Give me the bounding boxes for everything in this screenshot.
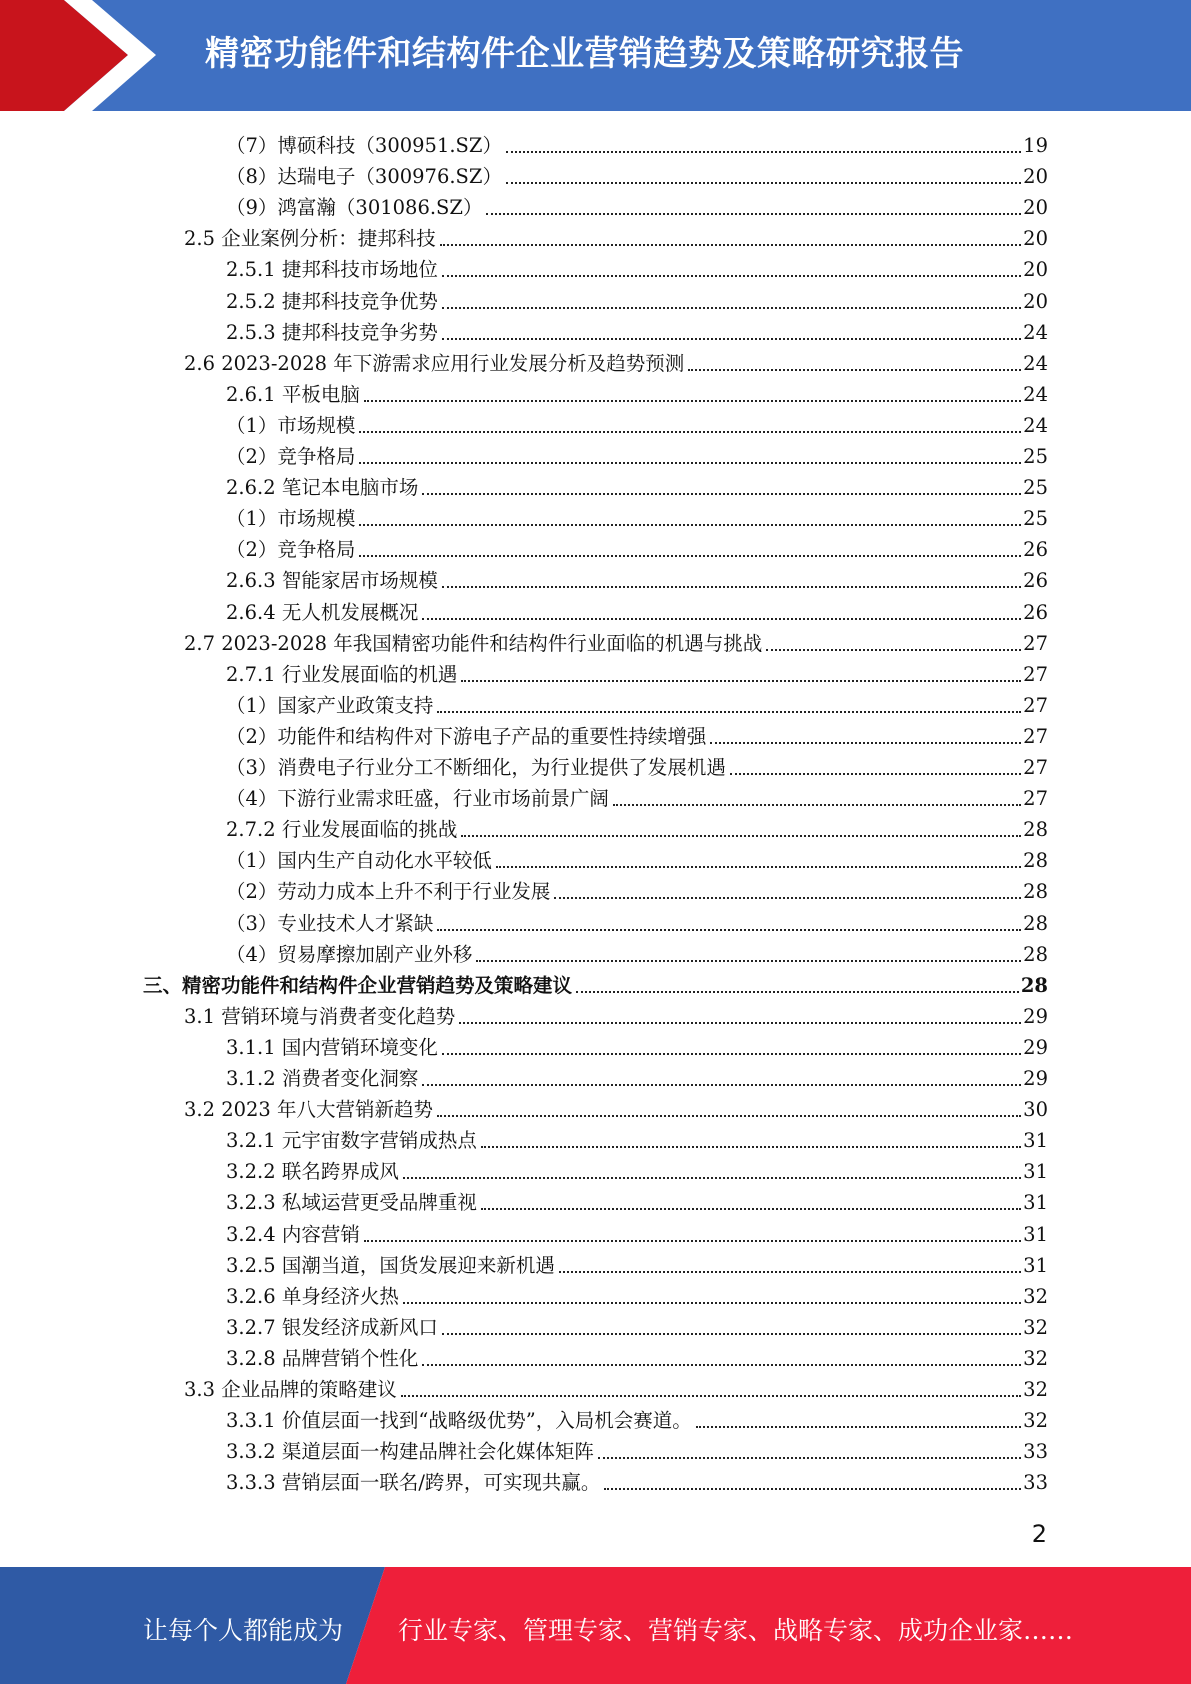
toc-dot-leader: [481, 1145, 1021, 1148]
toc-dot-leader: [401, 1394, 1021, 1397]
toc-dot-leader: [442, 306, 1021, 309]
toc-entry-page: 27: [1023, 662, 1048, 686]
toc-entry-page: 28: [1023, 849, 1048, 873]
toc-dot-leader: [442, 337, 1021, 340]
toc-entry-label: （9）鸿富瀚（301086.SZ）: [226, 196, 483, 220]
toc-entry-page: 27: [1023, 756, 1048, 779]
toc-dot-leader: [403, 1301, 1021, 1304]
toc-dot-leader: [766, 648, 1021, 651]
toc-entry[interactable]: [226, 1434, 1048, 1465]
toc-dot-leader: [604, 1487, 1021, 1490]
toc-entry[interactable]: [226, 1123, 1048, 1154]
toc-entry-label: 3.3.1 价值层面一找到“战略级优势”，入局机会赛道。: [226, 1409, 692, 1433]
toc-entry-page: 20: [1023, 258, 1048, 282]
toc-dot-leader: [422, 617, 1021, 620]
toc-entry[interactable]: [226, 532, 1048, 563]
toc-entry-label: 3.2.8 品牌营销个性化: [226, 1346, 419, 1370]
toc-entry[interactable]: [226, 937, 1048, 968]
toc-entry-page: 20: [1023, 165, 1048, 189]
toc-entry[interactable]: [226, 315, 1048, 346]
toc-entry-page: 31: [1023, 1160, 1048, 1184]
toc-entry-label: 2.5 企业案例分析：捷邦科技: [184, 227, 436, 251]
toc-entry-label: （2）竞争格局: [226, 538, 356, 562]
toc-entry[interactable]: [226, 128, 1048, 159]
toc-entry[interactable]: [226, 1154, 1048, 1185]
toc-dot-leader: [486, 212, 1021, 215]
toc-entry-page: 20: [1023, 196, 1048, 220]
toc-entry-label: 3.3.3 营销层面一联名/跨界，可实现共赢。: [226, 1471, 601, 1495]
toc-dot-leader: [442, 1332, 1021, 1335]
toc-entry-page: 24: [1023, 320, 1048, 344]
toc-entry-label: 3.3 企业品牌的策略建议: [184, 1378, 397, 1401]
toc-entry-page: 24: [1023, 413, 1048, 437]
toc-entry-label: 3.1 营销环境与消费者变化趋势: [184, 1004, 456, 1028]
toc-entry[interactable]: [226, 284, 1048, 315]
toc-entry-page: 31: [1023, 1253, 1048, 1277]
toc-entry-page: 31: [1023, 1129, 1048, 1153]
toc-entry-page: 28: [1023, 818, 1048, 842]
toc-entry-label: 2.7.2 行业发展面临的挑战: [226, 818, 458, 842]
toc-entry[interactable]: [226, 1310, 1048, 1341]
toc-dot-leader: [437, 710, 1021, 713]
toc-entry[interactable]: [184, 626, 1048, 657]
toc-dot-leader: [696, 1425, 1021, 1428]
toc-dot-leader: [359, 523, 1021, 526]
toc-entry[interactable]: [226, 906, 1048, 937]
toc-dot-leader: [442, 1052, 1021, 1055]
toc-entry-label: （2）竞争格局: [226, 445, 356, 468]
toc-entry-page: 27: [1023, 724, 1048, 748]
footer-slogan-left: 让每个人都能成为: [143, 1616, 344, 1645]
toc-entry-label: 3.2.5 国潮当道，国货发展迎来新机遇: [226, 1253, 555, 1277]
toc-entry-label: 3.2.4 内容营销: [226, 1222, 360, 1246]
toc-entry-label: 3.1.1 国内营销环境变化: [226, 1035, 438, 1059]
toc-entry-label: 3.2.6 单身经济火热: [226, 1284, 399, 1308]
toc-entry-page: 28: [1020, 973, 1048, 997]
toc-entry-label: 3.2.2 联名跨界成风: [226, 1160, 399, 1184]
toc-dot-leader: [422, 1083, 1021, 1086]
toc-entry-label: 2.5.2 捷邦科技竞争优势: [226, 289, 438, 313]
toc-dot-leader: [459, 1021, 1021, 1024]
toc-entry[interactable]: [226, 595, 1048, 626]
toc-entry-page: 32: [1023, 1284, 1048, 1308]
toc-dot-leader: [481, 1207, 1021, 1210]
toc-entry-page: 28: [1023, 942, 1048, 966]
toc-dot-leader: [496, 865, 1021, 868]
toc-dot-leader: [576, 990, 1019, 993]
toc-entry-page: 32: [1023, 1315, 1048, 1339]
toc-entry-page: 28: [1023, 911, 1048, 935]
toc-entry[interactable]: [226, 439, 1048, 470]
toc-entry-label: （4）下游行业需求旺盛，行业市场前景广阔: [226, 787, 609, 811]
toc-entry[interactable]: [226, 501, 1048, 532]
toc-entry-label: （3）专业技术人才紧缺: [226, 911, 434, 935]
toc-entry-page: 26: [1023, 600, 1048, 624]
toc-dot-leader: [554, 896, 1021, 899]
toc-entry-page: 24: [1023, 351, 1048, 375]
toc-dot-leader: [364, 399, 1021, 402]
toc-dot-leader: [613, 803, 1021, 806]
toc-entry-page: 32: [1023, 1409, 1048, 1433]
toc-dot-leader: [437, 928, 1021, 931]
toc-entry-label: 2.7.1 行业发展面临的机遇: [226, 662, 458, 686]
toc-dot-leader: [437, 1114, 1021, 1117]
toc-entry-label: 2.5.3 捷邦科技竞争劣势: [226, 320, 438, 344]
page-number: 2: [1031, 1520, 1047, 1548]
toc-entry-label: （7）博硕科技（300951.SZ）: [226, 134, 502, 157]
toc-entry[interactable]: [226, 1185, 1048, 1216]
toc-entry-page: 27: [1023, 787, 1048, 811]
toc-entry-label: 2.6.2 笔记本电脑市场: [226, 476, 419, 500]
toc-entry[interactable]: [226, 470, 1048, 501]
toc-dot-leader: [403, 1176, 1021, 1179]
toc-entry[interactable]: [184, 221, 1048, 252]
toc-dot-leader: [422, 492, 1021, 495]
toc-entry-page: 26: [1023, 538, 1048, 562]
toc-entry-page: 30: [1023, 1098, 1048, 1122]
toc-entry[interactable]: [226, 1465, 1048, 1496]
toc-dot-leader: [461, 679, 1021, 682]
toc-entry-label: 3.2.3 私域运营更受品牌重视: [226, 1191, 477, 1215]
toc-entry-page: 19: [1023, 134, 1048, 157]
toc-entry-page: 32: [1023, 1346, 1048, 1370]
toc-entry-page: 33: [1023, 1440, 1048, 1464]
toc-dot-leader: [422, 1363, 1021, 1366]
toc-entry-page: 27: [1023, 631, 1048, 655]
toc-entry[interactable]: [226, 750, 1048, 781]
page-header: [0, 0, 1191, 111]
toc-entry-label: （2）功能件和结构件对下游电子产品的重要性持续增强: [226, 724, 707, 748]
toc-entry-label: 2.7 2023-2028 年我国精密功能件和结构件行业面临的机遇与挑战: [184, 631, 763, 655]
toc-entry-label: 3.1.2 消费者变化洞察: [226, 1067, 419, 1090]
toc-dot-leader: [359, 430, 1021, 433]
toc-entry-page: 33: [1023, 1471, 1048, 1495]
toc-dot-leader: [730, 772, 1021, 775]
toc-dot-leader: [440, 243, 1021, 246]
toc-dot-leader: [506, 150, 1021, 153]
toc-entry-page: 25: [1023, 507, 1048, 531]
toc-entry[interactable]: [226, 657, 1048, 688]
toc-dot-leader: [688, 368, 1021, 371]
toc-entry[interactable]: [226, 377, 1048, 408]
toc-dot-leader: [364, 1239, 1021, 1242]
toc-entry[interactable]: [184, 346, 1048, 377]
toc-entry[interactable]: [184, 1372, 1048, 1403]
toc-entry[interactable]: [226, 1341, 1048, 1372]
toc-entry[interactable]: [226, 408, 1048, 439]
toc-entry[interactable]: [184, 1092, 1048, 1123]
toc-entry[interactable]: [226, 563, 1048, 594]
toc-entry[interactable]: [143, 968, 1048, 999]
toc-entry[interactable]: [226, 1248, 1048, 1279]
toc-entry-label: （1）国家产业政策支持: [226, 693, 434, 717]
toc-entry[interactable]: [226, 781, 1048, 812]
toc-entry[interactable]: [226, 843, 1048, 874]
report-title: 精密功能件和结构件企业营销趋势及策略研究报告: [205, 34, 964, 74]
toc-entry[interactable]: [226, 1030, 1048, 1061]
toc-entry-label: 3.2.1 元宇宙数字营销成热点: [226, 1129, 477, 1153]
toc-entry-label: 3.2 2023 年八大营销新趋势: [184, 1098, 434, 1122]
toc-entry-page: 24: [1023, 382, 1048, 406]
toc-entry-label: 2.6.3 智能家居市场规模: [226, 569, 438, 593]
toc-entry[interactable]: [226, 812, 1048, 843]
toc-entry-label: （2）劳动力成本上升不利于行业发展: [226, 880, 551, 904]
toc-entry-label: （1）国内生产自动化水平较低: [226, 849, 492, 873]
toc-entry-label: 2.5.1 捷邦科技市场地位: [226, 258, 438, 282]
toc-dot-leader: [710, 741, 1021, 744]
footer-slogan-right: 行业专家、管理专家、营销专家、战略专家、成功企业家……: [398, 1616, 1074, 1645]
toc-dot-leader: [506, 181, 1021, 184]
toc-entry-label: 2.6 2023-2028 年下游需求应用行业发展分析及趋势预测: [184, 351, 685, 375]
toc-dot-leader: [359, 554, 1021, 557]
toc-dot-leader: [442, 274, 1021, 277]
toc-entry-page: 27: [1023, 693, 1048, 717]
page-footer: [0, 1567, 1191, 1684]
toc-entry-page: 31: [1023, 1222, 1048, 1246]
toc-entry-page: 25: [1023, 445, 1048, 468]
toc-entry[interactable]: [226, 1403, 1048, 1434]
toc-dot-leader: [559, 1270, 1021, 1273]
toc-dot-leader: [442, 585, 1021, 588]
toc-entry-page: 26: [1023, 569, 1048, 593]
toc-dot-leader: [476, 959, 1021, 962]
toc-dot-leader: [598, 1456, 1021, 1459]
toc-dot-leader: [461, 834, 1021, 837]
toc-entry-page: 20: [1023, 227, 1048, 251]
toc-dot-leader: [359, 461, 1021, 464]
toc-entry-page: 29: [1023, 1035, 1048, 1059]
toc-entry-label: 3.3.2 渠道层面一构建品牌社会化媒体矩阵: [226, 1440, 594, 1464]
toc-entry[interactable]: [226, 1217, 1048, 1248]
toc-entry-label: （1）市场规模: [226, 507, 356, 531]
toc-entry-page: 29: [1023, 1067, 1048, 1090]
toc-entry-label: （1）市场规模: [226, 413, 356, 437]
toc-entry[interactable]: [226, 874, 1048, 905]
toc-entry-page: 29: [1023, 1004, 1048, 1028]
toc-entry[interactable]: [226, 190, 1048, 221]
toc-entry[interactable]: [226, 1279, 1048, 1310]
toc-entry-label: （8）达瑞电子（300976.SZ）: [226, 165, 502, 189]
toc-entry[interactable]: [226, 719, 1048, 750]
toc-entry-label: （4）贸易摩擦加剧产业外移: [226, 942, 473, 966]
toc-entry-label: 2.6.4 无人机发展概况: [226, 600, 419, 624]
toc-entry[interactable]: [226, 159, 1048, 190]
toc-entry-page: 31: [1023, 1191, 1048, 1215]
toc-entry-page: 20: [1023, 289, 1048, 313]
toc-entry-page: 28: [1023, 880, 1048, 904]
toc-entry-label: （3）消费电子行业分工不断细化，为行业提供了发展机遇: [226, 756, 726, 779]
toc-entry-label: 2.6.1 平板电脑: [226, 382, 360, 406]
toc-entry-label: 3.2.7 银发经济成新风口: [226, 1315, 438, 1339]
toc-entry-label: 三、精密功能件和结构件企业营销趋势及策略建议: [143, 973, 573, 997]
toc-entry-page: 32: [1023, 1378, 1048, 1401]
toc-entry[interactable]: [226, 688, 1048, 719]
toc-entry-page: 25: [1023, 476, 1048, 500]
toc-entry[interactable]: [226, 252, 1048, 283]
toc-entry[interactable]: [184, 999, 1048, 1030]
toc-entry[interactable]: [226, 1061, 1048, 1092]
